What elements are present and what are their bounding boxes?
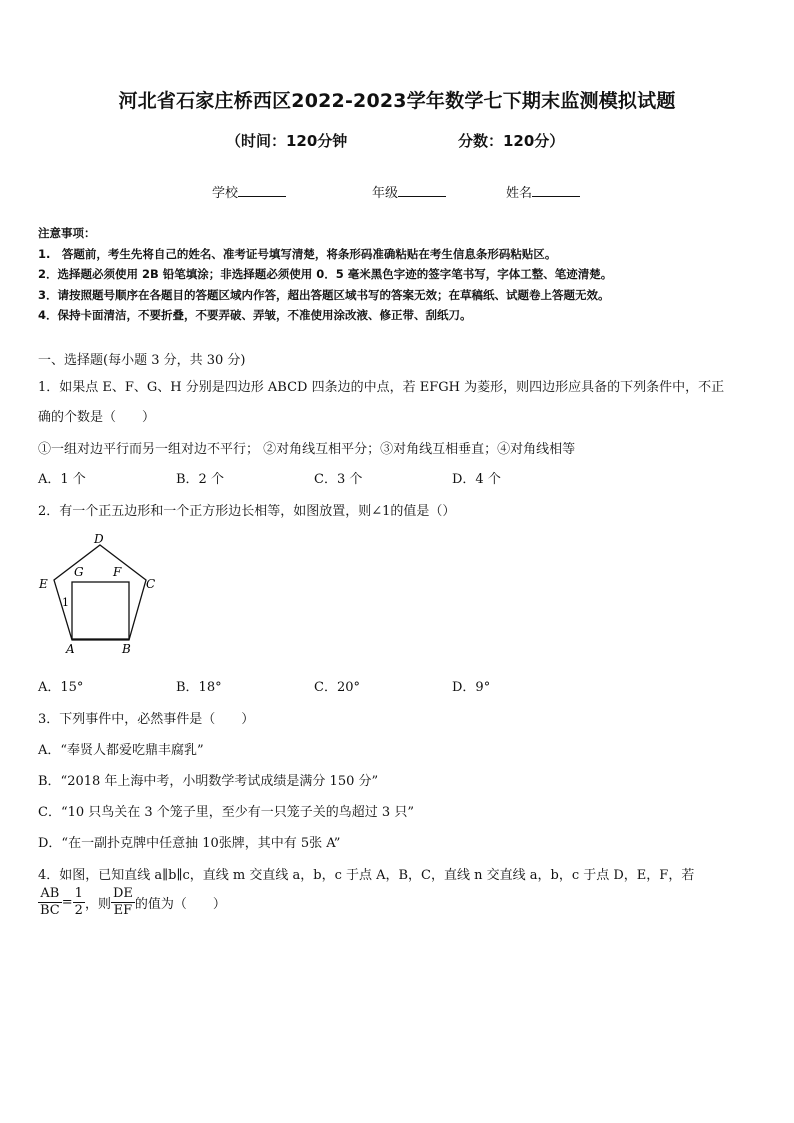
square-shape [72, 582, 129, 639]
fraction-denominator: EF [113, 903, 133, 918]
q1-option-b: B．2 个 [176, 472, 224, 487]
score-label: 分数：120分） [458, 132, 565, 150]
fraction-denominator: 2 [74, 903, 83, 918]
q4-text-line2 [38, 886, 226, 919]
label-b: B [122, 642, 131, 656]
fraction-numerator: 1 [74, 886, 83, 901]
fraction-numerator: AB [38, 886, 62, 903]
label-a: A [66, 642, 75, 656]
notice-heading: 注意事项： [38, 226, 96, 240]
label-c: C [146, 577, 156, 591]
name-field [506, 182, 580, 201]
q2-option-d: D．9° [452, 680, 491, 695]
q2-option-b: B．18° [176, 680, 222, 695]
q2-option-c: C．20° [314, 680, 360, 695]
q2-option-a: A．15° [38, 680, 84, 695]
pentagon-square-figure [34, 530, 169, 660]
fraction-ab-bc [38, 886, 62, 919]
pentagon-shape [54, 545, 146, 640]
notice-item: 3．请按照题号顺序在各题目的答题区域内作答，超出答题区域书写的答案无效；在草稿纸、试题卷上答题无效。 [38, 288, 610, 302]
school-blank [238, 184, 286, 197]
name-label: 姓名 [506, 186, 533, 201]
q3-option-c: C．“10 只鸟关在 3 个笼子里，至少有一只笼子关的鸟超过 3 只” [38, 805, 414, 820]
grade-label: 年级 [372, 186, 399, 201]
notice-item: 4．保持卡面清洁，不要折叠，不要弄破、弄皱，不准使用涂改液、修正带、刮纸刀。 [38, 308, 472, 322]
school-field [212, 182, 286, 201]
grade-field [372, 182, 446, 201]
fraction-numerator: DE [112, 886, 133, 901]
grade-blank [398, 184, 446, 197]
q4-text-line1: 4．如图，已知直线 a∥b∥c，直线 m 交直线 a，b，c 于点 A，B，C，直线 n 交直线 a，b，c 于点 D，E，F，若 [38, 868, 695, 883]
section-heading: 一、选择题(每小题 3 分，共 30 分) [38, 353, 246, 368]
q4-tail-text: 的值为（ ） [134, 897, 226, 912]
fraction-denominator: BC [40, 903, 60, 918]
time-label: （时间：120分钟 [226, 132, 348, 150]
name-blank [532, 184, 580, 197]
notice-item: 2．选择题必须使用 2B 铅笔填涂；非选择题必须使用 0．5 毫米黑色字迹的签字笔书写，字体工整、笔迹清楚。 [38, 267, 613, 281]
label-f: F [113, 565, 122, 579]
q1-conditions: ①一组对边平行而另一组对边不平行； ②对角线互相平分；③对角线互相垂直；④对角线相等 [38, 442, 576, 457]
fraction-de-ef [111, 886, 135, 919]
q3-option-b: B．“2018 年上海中考，小明数学考试成绩是满分 150 分” [38, 774, 379, 789]
q3-option-a: A．“奉贤人都爱吃鼎丰腐乳” [38, 743, 204, 758]
notice-item: 1. 答题前，考生先将自己的姓名、准考证号填写清楚，将条形码准确粘贴在考生信息条形码粘贴区。 [38, 247, 557, 261]
label-e: E [39, 577, 48, 591]
label-g: G [74, 565, 84, 579]
q4-mid-text: ，则 [84, 897, 111, 912]
q1-option-a: A．1 个 [38, 472, 86, 487]
q1-text-line1: 1．如果点 E、F、G、H 分别是四边形 ABCD 四条边的中点，若 EFGH 为菱形，则四边形应具备的下列条件中，不正 [38, 380, 725, 395]
school-label: 学校 [212, 186, 239, 201]
label-d: D [94, 532, 104, 546]
q1-text-line2: 确的个数是（ ） [38, 410, 156, 425]
q3-text: 3．下列事件中，必然事件是（ ） [38, 712, 255, 727]
q1-option-d: D．4 个 [452, 472, 501, 487]
q2-text: 2．有一个正五边形和一个正方形边长相等，如图放置，则∠1的值是（） [38, 504, 456, 519]
equals-sign: = [61, 895, 73, 910]
q1-option-c: C．3 个 [314, 472, 363, 487]
label-angle-1: 1 [62, 596, 69, 609]
fraction-one-half [73, 886, 85, 919]
page-title: 河北省石家庄桥西区2022-2023学年数学七下期末监测模拟试题 [118, 90, 676, 112]
q3-option-d: D．“在一副扑克牌中任意抽 10张牌，其中有 5张 A” [38, 836, 341, 851]
